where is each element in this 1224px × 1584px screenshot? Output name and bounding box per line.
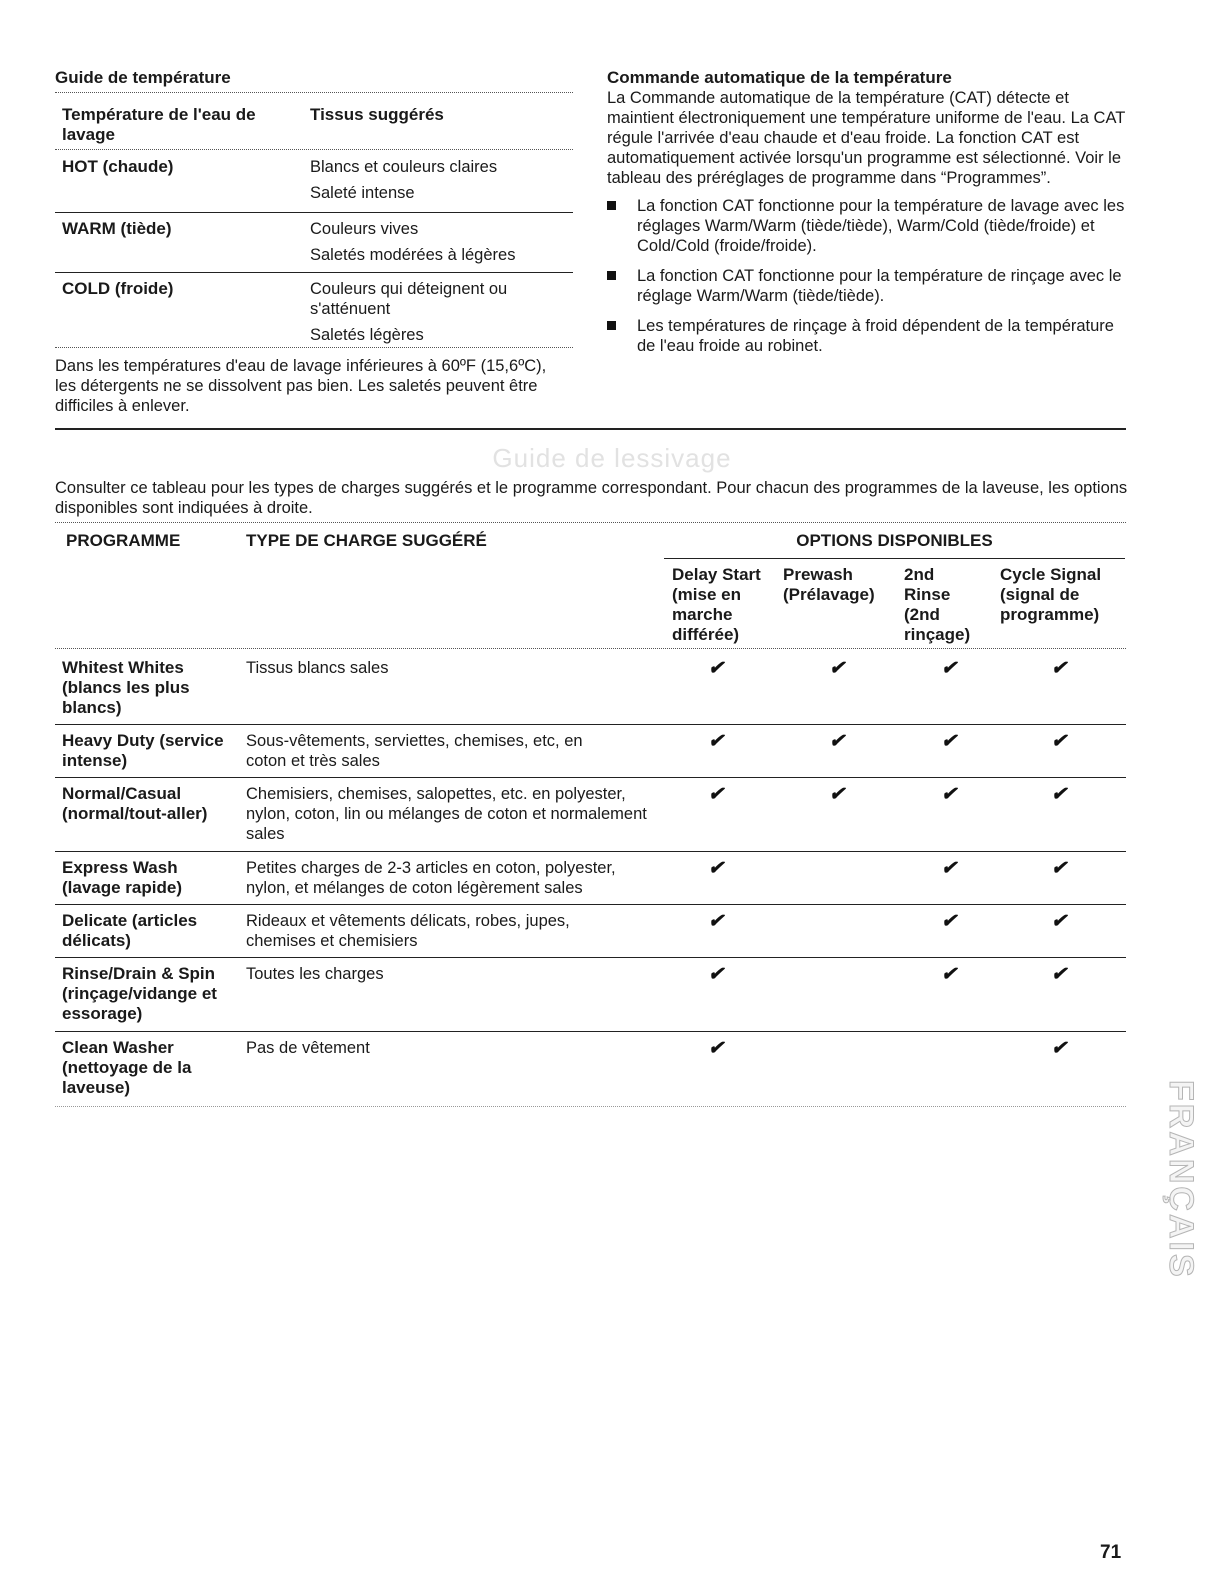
check-icon: ✔ bbox=[1051, 731, 1067, 752]
load-type: Petites charges de 2-3 articles en coton, polyester, nylon, et mélanges de coton légèrement sales bbox=[246, 859, 616, 897]
program-name: Heavy Duty (service intense) bbox=[62, 731, 224, 770]
col-header-fabrics: Tissus suggérés bbox=[310, 105, 444, 124]
svg-text:FRANÇAIS: FRANÇAIS bbox=[1162, 1080, 1200, 1280]
cat-bullet: La fonction CAT fonctionne pour la température de rinçage avec le réglage Warm/Warm (tiède/tiède). bbox=[607, 266, 1125, 306]
temperature-guide-title: Guide de température bbox=[55, 68, 231, 87]
load-type: Rideaux et vêtements délicats, robes, jupes, chemises et chemisiers bbox=[246, 912, 570, 950]
col-header-temperature: Température de l'eau de lavage bbox=[62, 105, 256, 144]
check-icon: ✔ bbox=[708, 1038, 724, 1059]
load-type: Toutes les charges bbox=[246, 965, 384, 983]
check-icon: ✔ bbox=[829, 731, 845, 752]
check-icon: ✔ bbox=[941, 964, 957, 985]
check-icon: ✔ bbox=[708, 658, 724, 679]
program-name: Normal/Casual (normal/tout-aller) bbox=[62, 784, 208, 823]
check-icon: ✔ bbox=[1051, 858, 1067, 879]
check-icon: ✔ bbox=[708, 911, 724, 932]
header-delay-start: Delay Start (mise en marche différée) bbox=[672, 565, 761, 644]
check-icon: ✔ bbox=[1051, 1038, 1067, 1059]
load-type: Sous-vêtements, serviettes, chemises, etc, en coton et très sales bbox=[246, 732, 583, 770]
temperature-label: COLD (froide) bbox=[62, 279, 174, 298]
program-name: Delicate (articles délicats) bbox=[62, 911, 198, 950]
temperature-row-cold bbox=[55, 273, 573, 347]
program-name: Express Wash (lavage rapide) bbox=[62, 858, 182, 897]
check-icon: ✔ bbox=[829, 784, 845, 805]
header-prewash: Prewash (Prélavage) bbox=[783, 565, 875, 604]
check-icon: ✔ bbox=[1051, 658, 1067, 679]
check-icon: ✔ bbox=[708, 964, 724, 985]
cat-bullet: Les températures de rinçage à froid dépendent de la température de l'eau froide au robinet. bbox=[607, 316, 1125, 356]
check-icon: ✔ bbox=[1051, 911, 1067, 932]
section-divider bbox=[55, 428, 1126, 430]
temperature-row-warm bbox=[55, 213, 573, 272]
fabric-item: Saletés légères bbox=[310, 326, 424, 344]
program-name: Rinse/Drain & Spin (rinçage/vidange et essorage) bbox=[62, 964, 217, 1023]
fabric-item: Saletés modérées à légères bbox=[310, 246, 516, 264]
header-2nd-rinse: 2nd Rinse (2nd rinçage) bbox=[904, 565, 971, 644]
fabric-item: Blancs et couleurs claires bbox=[310, 158, 498, 176]
fabric-item: Couleurs qui déteignent ou s'atténuent bbox=[310, 280, 508, 318]
header-load-type: TYPE DE CHARGE SUGGÉRÉ bbox=[246, 531, 487, 550]
check-icon: ✔ bbox=[941, 658, 957, 679]
check-icon: ✔ bbox=[941, 858, 957, 879]
load-type: Pas de vêtement bbox=[246, 1039, 370, 1057]
fabric-item: Couleurs vives bbox=[310, 220, 419, 238]
cat-intro: La Commande automatique de la température (CAT) détecte et maintient électroniquement une température uniforme de l'eau. La CAT régule l'arrivée d'eau chaude et d'eau froide. La fonction CAT est automatiquement activée lorsqu'un programme est sélectionné. Voir le tableau des préréglages de programme dans “Programmes”. bbox=[607, 89, 1126, 187]
wash-guide-intro: Consulter ce tableau pour les types de charges suggérés et le programme correspondant. Pour chacun des programmes de la laveuse, les options disponibles sont indiquées à droite. bbox=[55, 479, 1128, 517]
bullet-square-icon bbox=[607, 321, 616, 330]
load-type: Tissus blancs sales bbox=[246, 659, 389, 677]
check-icon: ✔ bbox=[829, 658, 845, 679]
automatic-temperature-control bbox=[607, 68, 1125, 366]
check-icon: ✔ bbox=[1051, 784, 1067, 805]
temperature-note: Dans les températures d'eau de lavage inférieures à 60ºF (15,6ºC), les détergents ne se dissolvent pas bien. Les saletés peuvent être difficiles à enlever. bbox=[55, 357, 547, 415]
fabric-item: Saleté intense bbox=[310, 184, 415, 202]
temperature-row-hot bbox=[55, 150, 573, 212]
bullet-square-icon bbox=[607, 271, 616, 280]
bullet-square-icon bbox=[607, 201, 616, 210]
header-options: OPTIONS DISPONIBLES bbox=[796, 531, 993, 550]
page-number: 71 bbox=[1100, 1542, 1122, 1563]
check-icon: ✔ bbox=[1051, 964, 1067, 985]
header-cycle-signal: Cycle Signal (signal de programme) bbox=[1000, 565, 1102, 624]
check-icon: ✔ bbox=[708, 784, 724, 805]
temperature-label: WARM (tiède) bbox=[62, 219, 172, 238]
temperature-guide bbox=[55, 68, 573, 416]
temperature-guide-header bbox=[55, 99, 573, 149]
check-icon: ✔ bbox=[941, 784, 957, 805]
check-icon: ✔ bbox=[941, 911, 957, 932]
temperature-label: HOT (chaude) bbox=[62, 157, 174, 176]
program-name: Clean Washer (nettoyage de la laveuse) bbox=[62, 1038, 192, 1097]
language-side-tab bbox=[1150, 1080, 1200, 1340]
cat-title: Commande automatique de la température bbox=[607, 68, 952, 87]
cat-bullet: La fonction CAT fonctionne pour la température de lavage avec les réglages Warm/Warm (tiède/tiède), Warm/Cold (tiède/froide) et Cold/Cold (froide/froide). bbox=[607, 196, 1125, 256]
check-icon: ✔ bbox=[708, 858, 724, 879]
language-side-tab-graphic bbox=[1150, 1080, 1200, 1340]
check-icon: ✔ bbox=[708, 731, 724, 752]
program-name: Whitest Whites (blancs les plus blancs) bbox=[62, 658, 190, 717]
load-type: Chemisiers, chemises, salopettes, etc. en polyester, nylon, coton, lin ou mélanges de coton et normalement sales bbox=[246, 785, 647, 843]
header-program: PROGRAMME bbox=[66, 531, 181, 550]
wash-guide-title: Guide de lessivage bbox=[492, 443, 732, 473]
check-icon: ✔ bbox=[941, 731, 957, 752]
cat-bullet-list bbox=[607, 196, 1125, 356]
